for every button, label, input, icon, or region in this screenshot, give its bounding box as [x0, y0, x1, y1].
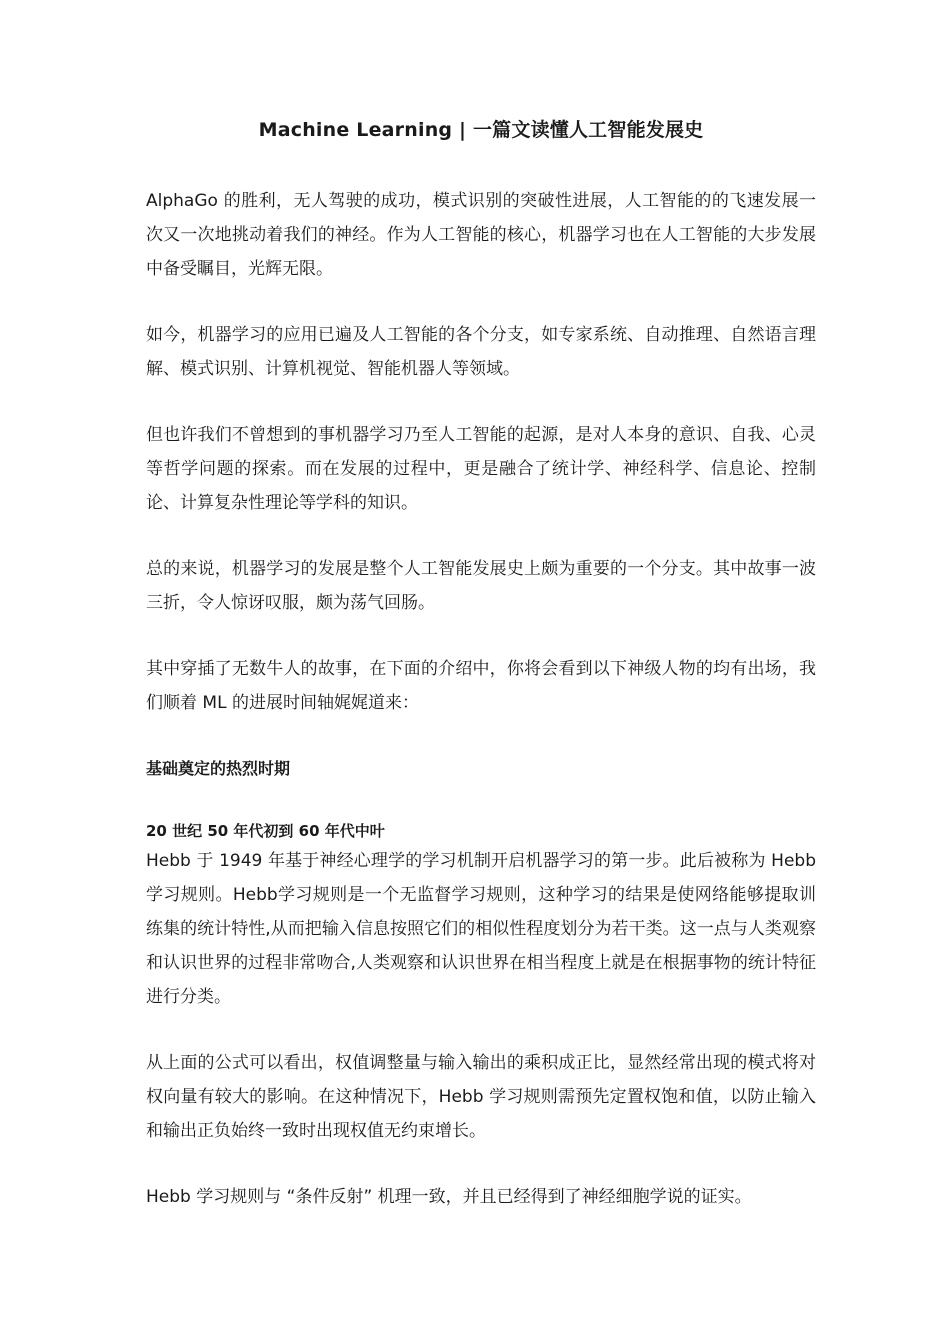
- paragraph-origins: 但也许我们不曾想到的事机器学习乃至人工智能的起源，是对人本身的意识、自我、心灵等哲学问题的探索。而在发展的过程中，更是融合了统计学、神经科学、信息论、控制论、计算复杂性理论等学科的知识。: [146, 425, 816, 513]
- paragraph-people: 其中穿插了无数牛人的故事，在下面的介绍中，你将会看到以下神级人物的均有出场，我们顺着 ML 的进展时间轴娓娓道来：: [146, 659, 816, 713]
- section-heading: 基础奠定的热烈时期: [146, 759, 291, 778]
- paragraph-summary: 总的来说，机器学习的发展是整个人工智能发展史上颇为重要的一个分支。其中故事一波三折，令人惊讶叹服，颇为荡气回肠。: [146, 559, 816, 613]
- paragraph-hebb-rule: Hebb 于 1949 年基于神经心理学的学习机制开启机器学习的第一步。此后被称为 Hebb 学习规则。Hebb学习规则是一个无监督学习规则，这种学习的结果是使网络能够提取训练集的统计特性,从而把输入信息按照它们的相似性程度划分为若干类。这一点与人类观察和认识世界的过程非常吻合,人类观察和认识世界在相当程度上就是在根据事物的统计特征进行分类。: [146, 851, 816, 1007]
- paragraph-intro: AlphaGo 的胜利，无人驾驶的成功，模式识别的突破性进展，人工智能的的飞速发展一次又一次地挑动着我们的神经。作为人工智能的核心，机器学习也在人工智能的大步发展中备受瞩目，光辉无限。: [146, 191, 816, 279]
- document-title: Machine Learning | 一篇文读懂人工智能发展史: [258, 119, 704, 141]
- subsection-heading: 20 世纪 50 年代初到 60 年代中叶: [146, 822, 385, 840]
- paragraph-conditioned-reflex: Hebb 学习规则与 “条件反射” 机理一致，并且已经得到了神经细胞学说的证实。: [146, 1187, 752, 1207]
- paragraph-applications: 如今，机器学习的应用已遍及人工智能的各个分支，如专家系统、自动推理、自然语言理解、模式识别、计算机视觉、智能机器人等领域。: [146, 325, 816, 379]
- paragraph-weight-adjustment: 从上面的公式可以看出，权值调整量与输入输出的乘积成正比，显然经常出现的模式将对权向量有较大的影响。在这种情况下，Hebb 学习规则需预先定置权饱和值，以防止输入和输出正负始终一致时出现权值无约束增长。: [146, 1053, 816, 1141]
